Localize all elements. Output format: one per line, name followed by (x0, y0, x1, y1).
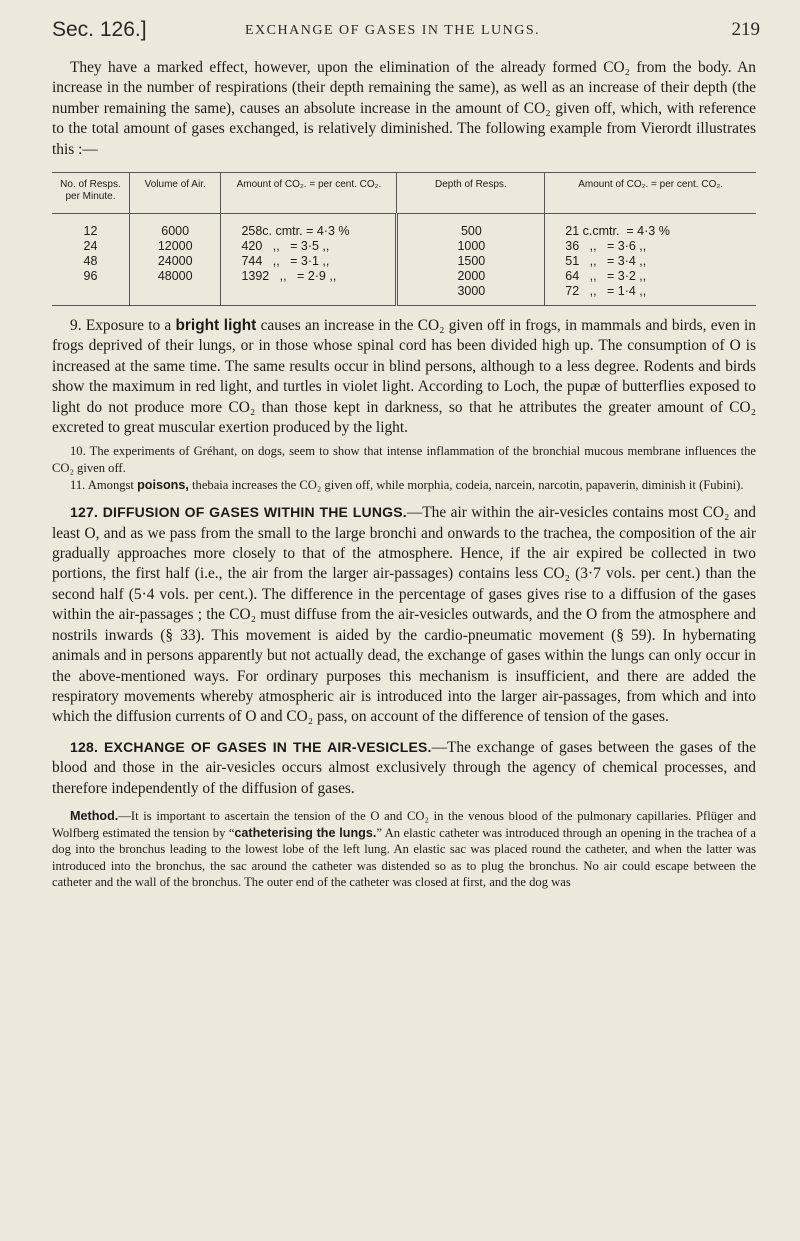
section-heading: 127. DIFFUSION OF GASES WITHIN THE LUNGS. (70, 504, 407, 521)
header-amount-co2-left: Amount of CO₂. = per cent. CO₂. (221, 173, 397, 214)
table-cell: 24 (83, 239, 98, 254)
table-cell: 36 ,, = 3·6 ,, (565, 239, 647, 254)
method-paragraph: Method.—It is important to ascertain the tension of the O and CO₂ in the venous blood of the pulmonary capillaries. Pflüger and Wolfberg estimated the tension by “catheterising the lungs.” An elastic catheter was introduced through an opening in the trachea of a dog into the bronchus leading to the lowest lobe of the left lung. An elastic sac was placed round the catheter, and when the latter was introduced into the bronchus, the sac around the catheter was distended so as to plug the bronchus. No air could escape between the catheter and the wall of the bronchus. The outer end of the catheter was closed at first, and the dog was (52, 808, 756, 890)
table-cell: 48 (83, 254, 98, 269)
header-amount-co2-right: Amount of CO₂. = per cent. CO₂. (545, 173, 756, 214)
page-number: 219 (731, 19, 760, 40)
table-row (52, 214, 756, 306)
table-cell: 1000 (457, 239, 486, 254)
amount-left-column (221, 214, 397, 306)
header-volume-of-air: Volume of Air. (129, 173, 221, 214)
header-resps-per-minute: No. of Resps. per Minute. (60, 179, 121, 203)
table-cell: 258c. cmtr. = 4·3 % (241, 224, 350, 239)
paragraph-10: 10. The experiments of Gréhant, on dogs, seem to show that intense inflammation of the bronchial mucous membrane influences the CO₂ given off. (52, 444, 756, 476)
table-cell: 3000 (457, 284, 486, 299)
depth-column (397, 214, 545, 306)
intro-paragraph: They have a marked effect, however, upon the elimination of the already formed CO₂ from the body. An increase in the number of respirations (their depth remaining the same), as well as an increase of their depth (the number remaining the same), causes an absolute increase in the amount of CO₂ given off, which, with reference to the total amount of gases exchanged, is relatively diminished. The following example from Vierordt illustrates this :— (52, 59, 756, 158)
paragraph-number: 11. (70, 477, 86, 492)
table-cell: 64 ,, = 3·2 ,, (565, 269, 647, 284)
table-cell: 48000 (157, 269, 193, 284)
running-title: EXCHANGE OF GASES IN THE LUNGS. (245, 23, 541, 38)
table-cell: 51 ,, = 3·4 ,, (565, 254, 647, 269)
page-body (52, 58, 756, 891)
table-cell: 12 (83, 224, 98, 239)
table-cell: 2000 (457, 269, 486, 284)
paragraph-11: 11. Amongst poisons, thebaia increases the CO₂ given off, while morphia, codeia, narcein, narcotin, papaverin, diminish it (Fubini). (70, 477, 744, 492)
table-cell: 1392 ,, = 2·9 ,, (241, 269, 337, 284)
rate-column (52, 214, 129, 306)
table-cell: 420 ,, = 3·5 ,, (241, 239, 330, 254)
table-cell: 6000 (161, 224, 190, 239)
vierordt-table (52, 172, 756, 306)
bold-term: catheterising the lungs. (234, 825, 377, 840)
volume-column (129, 214, 221, 306)
running-header (52, 14, 760, 54)
table-cell: 24000 (157, 254, 193, 269)
paragraph-9: 9. Exposure to a bright light causes an increase in the CO₂ given off in frogs, in mammals and birds, even in frogs deprived of their lungs, or in those whose spinal cord has been divided high up. The consumption of O is increased at the same time. The same results occur in blind persons, although to a less degree. Rodents and birds show the maximum in red light, and turtles in violet light. According to Loch, the pupæ of butterflies exposed to light do not produce more CO₂ than those kept in darkness, so that he attributes the greater amount of CO₂ excreted to great muscular exertion produced by the light. (52, 317, 756, 437)
bold-term: bright light (175, 317, 257, 335)
section-heading: 128. EXCHANGE OF GASES IN THE AIR-VESICLES. (70, 738, 432, 755)
section-128: 128. EXCHANGE OF GASES IN THE AIR-VESICLES.—The exchange of gases between the gases of the blood and those in the air-vesicles occurs almost exclusively through the agency of chemical processes, and therefore independently of the diffusion of gases. (52, 738, 756, 797)
amount-right-column (545, 214, 756, 306)
bold-term: poisons, (137, 477, 189, 492)
method-label: Method. (70, 808, 119, 823)
table-cell: 1500 (457, 254, 486, 269)
table-cell: 72 ,, = 1·4 ,, (565, 284, 647, 299)
table-cell: 12000 (157, 239, 193, 254)
header-depth-of-resps: Depth of Resps. (397, 173, 545, 214)
section-127: 127. DIFFUSION OF GASES WITHIN THE LUNGS.—The air within the air-vesicles contains most CO₂ and least O, and as we pass from the small to the large bronchi and onwards to the trachea, the composition of the air gradually approaches more closely to that of the atmosphere. Hence, if the air expired be collected in two portions, the first half (i.e., the air from the larger air-passages) contains less CO₂ (3·7 vols. per cent.) than the second half (5·4 vols. per cent.). The difference in the percentage of gases gives rise to a diffusion of the gases within the air-passages ; the CO₂ must diffuse from the air-vesicles outwards, and the O from the atmosphere and nostrils inwards (§ 33). This movement is aided by the cardio-pneumatic movement (§ 59). In hybernating animals and in persons apparently but not actually dead, the exchange of gases within the lungs can only occur in the above-mentioned ways. For ordinary purposes this mechanism is insufficient, and there are added the respiratory movements whereby atmospheric air is introduced into the larger air-passages, from which and into which the diffusion currents of O and CO₂ pass, on account of the difference of tension of the gases. (52, 504, 756, 726)
section-reference: Sec. 126.] (52, 18, 147, 41)
paragraph-number: 9. (70, 317, 82, 335)
table-header-row (52, 173, 756, 214)
table-cell: 96 (83, 269, 98, 284)
table-cell: 21 c.cmtr. = 4·3 % (565, 224, 670, 239)
table-cell: 744 ,, = 3·1 ,, (241, 254, 330, 269)
table-cell: 500 (460, 224, 482, 239)
